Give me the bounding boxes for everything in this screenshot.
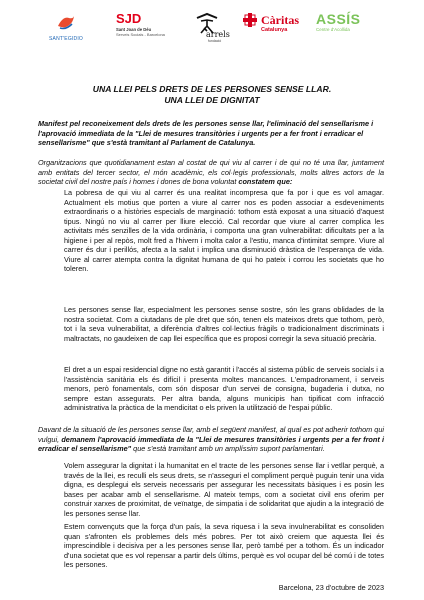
p1-text: Organitzacions que quotidianament estan al costat de qui viu al carrer i de qui no té una llar, juntament amb entitats del tercer sector, el món acadèmic, els col·legis professionals, molts altres actors de la societat civil del nostre país i homes i dones de bona voluntat [38,158,384,186]
sjd-name: SJD [116,11,142,26]
paragraph-forgotten: Les persones sense llar, especialment les persones sense sostre, són les grans oblidades de la nostra societat. Com a ciutadans de ple dret que són, tenen els mateixos drets que tothom, però, tot i la seva vulnerabilitat, a diferència d'altres col·lectius fràgils o tradicionalment discriminats i maltractats, no gaudeixen de cap llei específica que es proposi corregir la seva situació precària. [64,305,384,343]
paragraph-poverty: La pobresa de qui viu al carrer és una realitat incompresa que fa por i que es vol amagar. Actualment els motius que porten a viure al carrer nos es poden associar a esdeveniments extraordinaris o a històries especials de marginació: tothom està exposat a una situació d'aquest tipus. Ningú no viu al carrer per lliure elecció. Cal recordar que viure al carrer complica les activitats més senzilles de la vida ordinària, i comporta una gran vulnerabilitat: dificultats per a la higiene i per al repòs, molt fred a l'hivern i molta calor a l'estiu, manca d'intimitat sempre. Viure al carrer és dur i perillós, afecta a la salut i implica una disminució dràstica de l'esperança de vida. Viure al carrer atempta contra la dignitat humana de qui ho pateix i corrou les societats que ho toleren. [64,188,384,273]
sjd-logo [116,12,180,37]
paragraph-organizations [38,158,384,187]
sjd-line1: Sant Joan de Déu [116,27,152,32]
logo-bar [0,0,424,56]
p5-text-c: que s'està tramitant amb un amplíssim suport parlamentari. [131,444,325,453]
caritas-logo [242,12,306,33]
p1-constatem: constatem que: [238,177,293,186]
santegidio-logo [44,12,88,42]
paragraph-demand [38,425,384,454]
caritas-sub: Catalunya [261,27,288,33]
p5-text-a: Davant de la situació de les persones sense llar, amb el següent manifest, al qual es pot adherir tothom qui vulgui, [38,425,384,444]
arrels-sub: fundació [208,39,222,43]
sjd-line2: Serveis Socials - Barcelona [116,32,165,37]
arrels-mark-icon [194,12,220,34]
cross-icon [242,12,258,28]
dove-icon [55,12,77,34]
assis-sub: Centre d'Acollida [316,27,350,32]
assis-name: ASSÍS [316,11,361,27]
arrels-name: arrels [206,30,230,39]
document-date: Barcelona, 23 d'octubre de 2023 [278,583,384,592]
arrels-logo [184,12,238,43]
santegidio-text: SANT'EGIDIO [49,36,83,42]
assis-logo [316,12,380,32]
document-title [0,84,424,106]
title-line-1: UNA LLEI PELS DRETS DE LES PERSONES SENSE LLAR. [92,84,332,94]
title-line-2: UNA LLEI DE DIGNITAT [164,95,260,105]
p5-demand: demanem l'aprovació immediata de la "Llei de mesures transitòries i urgents per a fer front i erradicar el sensellarisme" [38,434,384,453]
paragraph-strength: Estem convençuts que la força d'un país, la seva riquesa i la seva invulnerabilitat es consoliden quan s'afronten els problemes dels més pobres. Per tot això creiem que aquesta llei és imprescindible i decisiva per a les persones sense llar, però també per a tothom. És un indicador d'una societat que es vol repensar a partir dels últims, perquè es vol ocupar del bé comú i de totes les persones. [64,522,384,569]
paragraph-rights: El dret a un espai residencial digne no està garantit i l'accés al sistema públic de serveis socials i a l'assistència sanitària els és difícil i presenta moltes mancances. L'empadronament, i serveis menors, però fonamentals, com són disposar d'un servei de consigna, bugaderia i dutxa, no sempre estan assegurats. Per altra banda, alguns municipis han tipificat com infracció administrativa la pràctica de la mendicitat o els priven la utilització de l'espai públic. [64,365,384,412]
manifest-intro: Manifest pel reconeixement dels drets de les persones sense llar, l'eliminació del sensellarisme i l'aprovació immediata de la "Llei de mesures transitòries i urgents per a fer front i erradicar el sensellarisme" que s'està tramitant al Parlament de Catalunya. [38,119,374,147]
paragraph-dignity: Volem assegurar la dignitat i la humanitat en el tracte de les persones sense llar i vetllar perquè, a través de la llei, es reculli els seus drets, se n'asseguri el compliment perquè puguin tenir una vida digna, es desplegui els serveis necessaris per assegurar les necessitats bàsiques i es posin les bases per acabar amb el sensellarisme. Al mateix temps, com a societat civil ens oferim per construir xarxes de proximitat, de veïnatge, de simpatia i de solidaritat que ajudin a la integració de les persones sense llar. [64,461,384,518]
caritas-name: Càritas [261,12,299,27]
